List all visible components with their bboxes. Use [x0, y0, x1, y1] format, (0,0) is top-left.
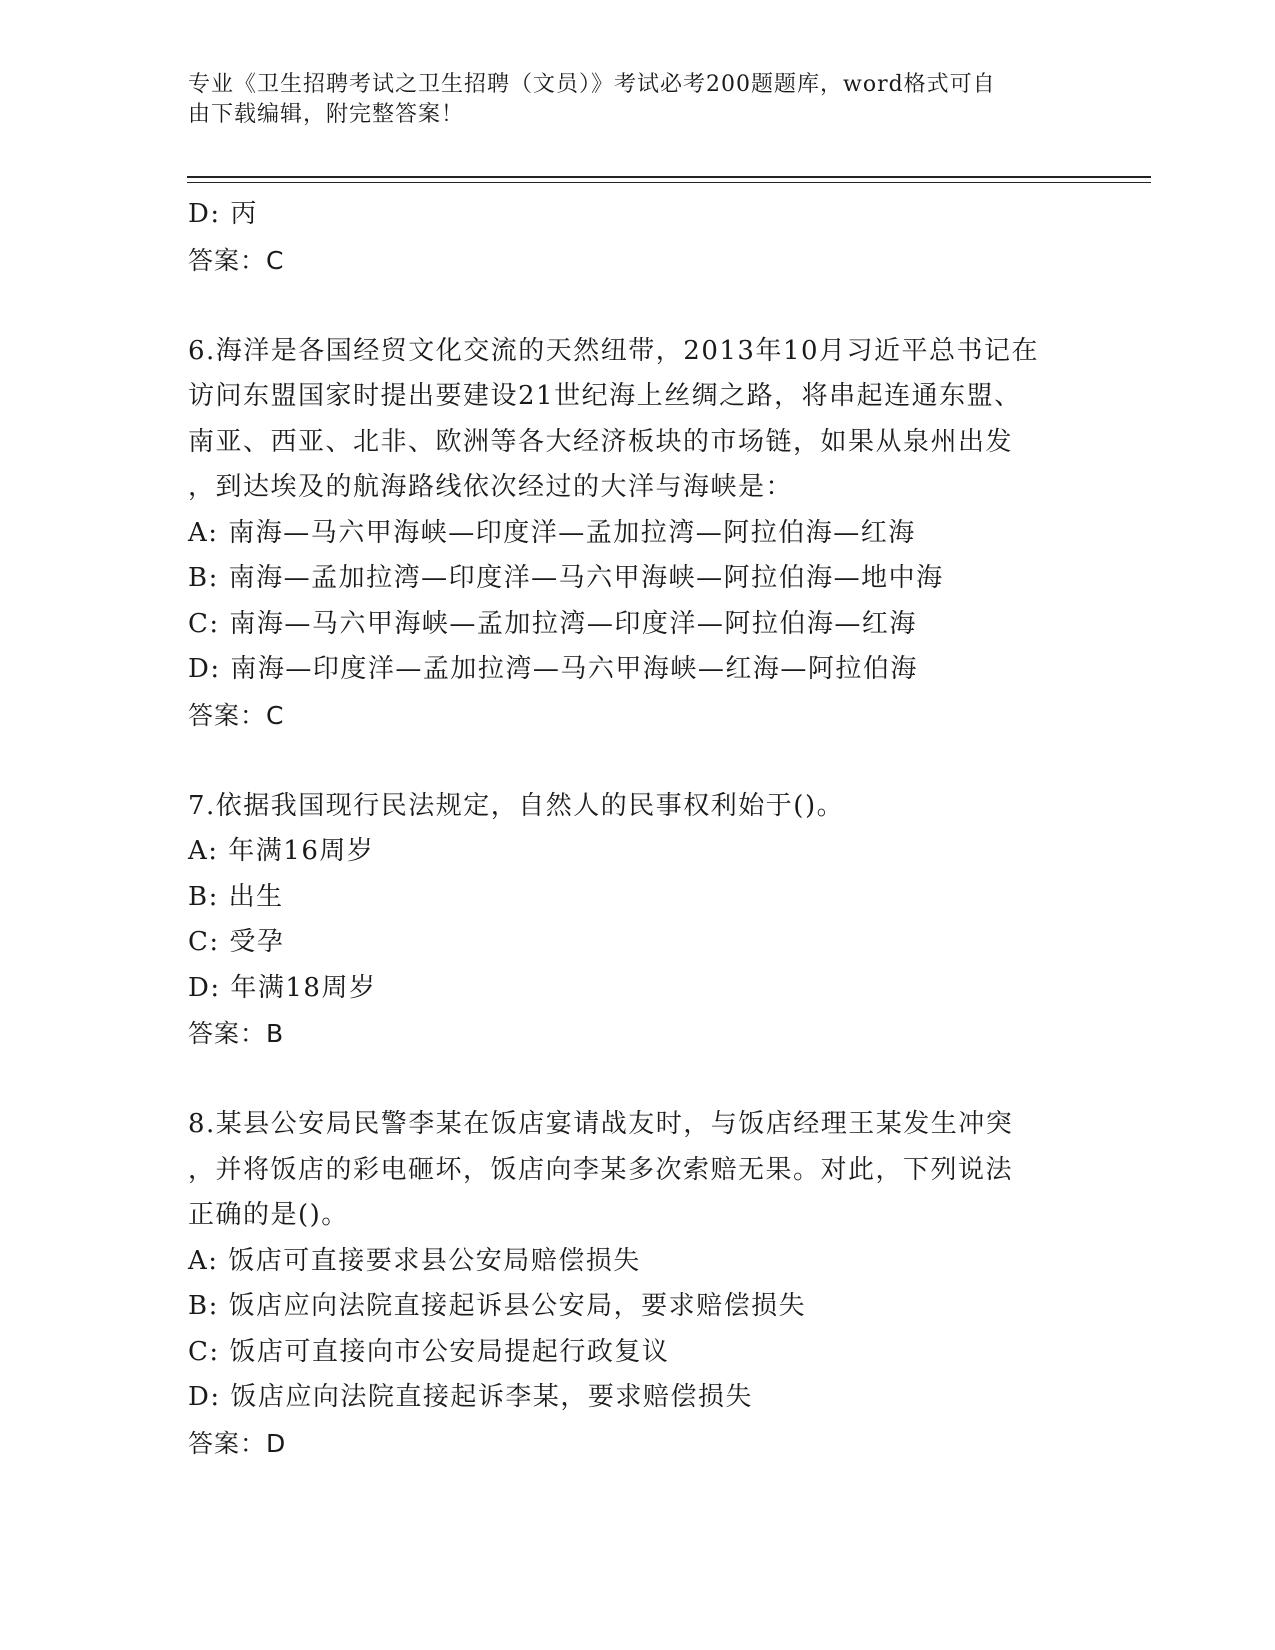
question-6-option-a: A: 南海—马六甲海峡—印度洋—孟加拉湾—阿拉伯海—红海 — [188, 517, 916, 548]
question-content — [188, 192, 1088, 1466]
question-8-text-line-3: 正确的是()。 — [188, 1200, 349, 1230]
question-7-option-c: C: 受孕 — [188, 927, 285, 957]
question-6-text-line-4: ，到达埃及的航海路线依次经过的大洋与海峡是： — [188, 472, 794, 502]
question-8-answer: 答案：D — [188, 1428, 287, 1458]
header-line-2: 由下载编辑，附完整答案！ — [188, 102, 465, 127]
question-6-text-line-1: 6.海洋是各国经贸文化交流的天然纽带，2013年10月习近平总书记在 — [188, 335, 1040, 366]
question-6-option-d: D: 南海—印度洋—孟加拉湾—马六甲海峡—红海—阿拉伯海 — [188, 654, 918, 684]
question-7-text-line-1: 7.依据我国现行民法规定，自然人的民事权利始于()。 — [188, 790, 845, 821]
question-8-option-a: A: 饭店可直接要求县公安局赔偿损失 — [188, 1245, 641, 1276]
question-6-option-b: B: 南海—孟加拉湾—印度洋—马六甲海峡—阿拉伯海—地中海 — [188, 563, 944, 593]
question-7-answer: 答案：B — [188, 1019, 285, 1048]
question-5-answer: 答案：C — [188, 245, 285, 275]
header-line-1: 专业《卫生招聘考试之卫生招聘（文员）》考试必考200题题库，word格式可自 — [188, 72, 996, 97]
question-8 — [188, 1102, 1088, 1466]
question-6-answer: 答案：C — [188, 700, 285, 730]
header-divider-thin — [187, 182, 1151, 183]
header-divider-thick — [187, 176, 1151, 178]
question-6-text-line-3: 南亚、西亚、北非、欧洲等各大经济板块的市场链，如果从泉州出发 — [188, 426, 1014, 457]
question-8-option-b: B: 饭店应向法院直接起诉县公安局，要求赔偿损失 — [188, 1291, 807, 1321]
question-6 — [188, 329, 1088, 739]
question-5-option-d: D: 丙 — [188, 199, 258, 229]
question-7-option-b: B: 出生 — [188, 881, 284, 912]
question-6-text-line-2: 访问东盟国家时提出要建设21世纪海上丝绸之路，将串起连通东盟、 — [188, 381, 1022, 411]
question-8-text-line-1: 8.某县公安局民警李某在饭店宴请战友时，与饭店经理王某发生冲突 — [188, 1109, 1014, 1139]
question-8-option-c: C: 饭店可直接向市公安局提起行政复议 — [188, 1336, 670, 1367]
question-7 — [188, 784, 1088, 1057]
question-8-option-d: D: 饭店应向法院直接起诉李某，要求赔偿损失 — [188, 1382, 753, 1412]
spacer — [188, 283, 1088, 329]
document-header — [188, 70, 1068, 130]
spacer — [188, 1057, 1088, 1103]
spacer — [188, 738, 1088, 784]
question-7-option-d: D: 年满18周岁 — [188, 972, 377, 1003]
question-8-text-line-2: ，并将饭店的彩电砸坏，饭店向李某多次索赔无果。对此，下列说法 — [188, 1154, 1014, 1185]
question-5-tail — [188, 192, 1088, 283]
question-7-option-a: A: 年满16周岁 — [188, 836, 375, 866]
question-6-option-c: C: 南海—马六甲海峡—孟加拉湾—印度洋—阿拉伯海—红海 — [188, 608, 917, 639]
